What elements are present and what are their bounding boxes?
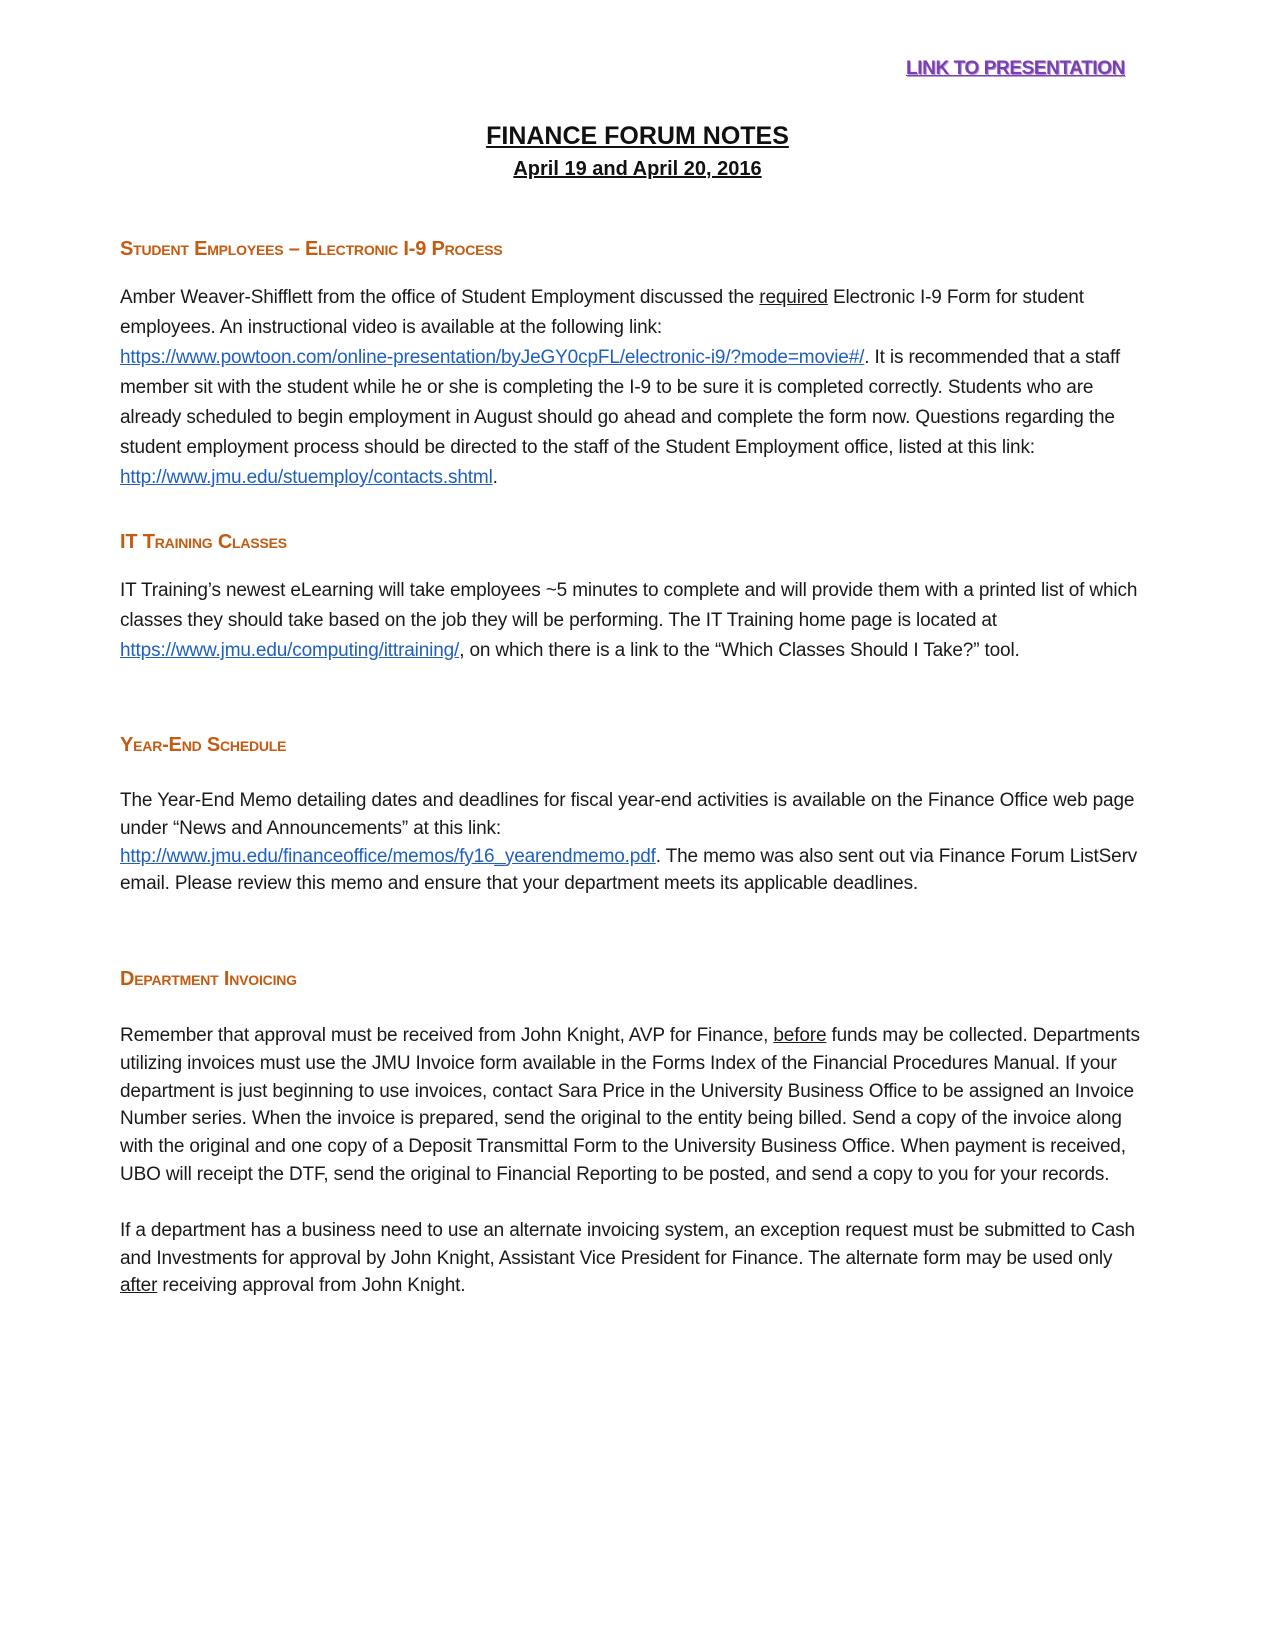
section-heading-it-training: IT Training Classes [120, 531, 287, 553]
section-heading-year-end: Year-End Schedule [120, 734, 287, 756]
emphasis-before: before [773, 1025, 827, 1046]
text-run: funds may be collected. Departments utilizing invoices must use the JMU Invoice form available in the Forms Index of the Financial Procedures Manual. If your department is just beginning to use invoices, contact Sara Price in the University Business Office to be assigned an Invoice Number series. When the invoice is prepared, send the original to the entity being billed. Send a copy of the invoice along with the original and one copy of a Deposit Transmittal Form to the University Business Office. When payment is received, UBO will receipt the DTF, send the original to Financial Reporting to be posted, and send a copy to you for your records. [120, 1025, 1140, 1185]
section-department-invoicing [120, 968, 1150, 1300]
text-run: Amber Weaver-Shifflett from the office of Student Employment discussed the [120, 287, 760, 308]
invoicing-paragraph-2 [120, 1217, 1150, 1300]
section-year-end [120, 734, 1150, 898]
text-run: IT Training’s newest eLearning will take employees ~5 minutes to complete and will provide them with a printed list of which classes they should take based on the job they will be performing. The IT Training home page is located at [120, 580, 1138, 631]
emphasis-after: after [120, 1275, 158, 1297]
yearend-memo-link[interactable]: http://www.jmu.edu/financeoffice/memos/fy16_yearendmemo.pdf [120, 845, 656, 867]
stuemploy-contacts-link[interactable]: http://www.jmu.edu/stuemploy/contacts.shtml [120, 467, 493, 488]
it-training-paragraph [120, 576, 1150, 666]
section-heading-department-invoicing: Department Invoicing [120, 968, 297, 990]
invoicing-paragraph-1 [120, 1022, 1150, 1189]
year-end-paragraph [120, 787, 1150, 898]
text-run: Remember that approval must be received from John Knight, AVP for Finance, [120, 1025, 774, 1046]
page-date: April 19 and April 20, 2016 [513, 158, 762, 180]
text-run: Electronic I-9 Form for student employees. An instructional video is available at the following link: [120, 287, 1084, 338]
presentation-link[interactable]: LINK TO PRESENTATION [906, 58, 1125, 79]
section-it-training [120, 531, 1150, 666]
section-student-employees [120, 238, 1150, 493]
it-training-link[interactable]: https://www.jmu.edu/computing/ittraining/ [120, 640, 460, 661]
text-run: . It is recommended that a staff member sit with the student while he or she is completing the I-9 to be sure it is completed correctly. Students who are already scheduled to begin employment in August should go ahead and complete the form now. Questions regarding the student employment process should be directed to the staff of the Student Employment office, listed at this link: [120, 347, 1120, 458]
emphasis-required: required [759, 287, 828, 308]
text-run: . [492, 467, 498, 488]
text-run: If a department has a business need to use an alternate invoicing system, an exception request must be submitted to Cash and Investments for approval by John Knight, Assistant Vice President for Finance. The alternate form may be used only [120, 1219, 1135, 1269]
student-employees-paragraph [120, 283, 1150, 493]
page-title: FINANCE FORUM NOTES [486, 122, 789, 150]
text-run: receiving approval from John Knight. [157, 1275, 466, 1297]
powtoon-video-link[interactable]: https://www.powtoon.com/online-presentation/byJeGY0cpFL/electronic-i9/?mode=movie#/ [120, 347, 865, 368]
text-run: . The memo was also sent out via Finance Forum ListServ email. Please review this memo and ensure that your department meets its applicable deadlines. [120, 845, 1138, 895]
text-run: The Year-End Memo detailing dates and deadlines for fiscal year-end activities is available on the Finance Office web page under “News and Announcements” at this link: [120, 790, 1135, 839]
text-run: , on which there is a link to the “Which Classes Should I Take?” tool. [459, 640, 1020, 661]
section-heading-student-employees: Student Employees – Electronic I-9 Process [120, 238, 503, 260]
